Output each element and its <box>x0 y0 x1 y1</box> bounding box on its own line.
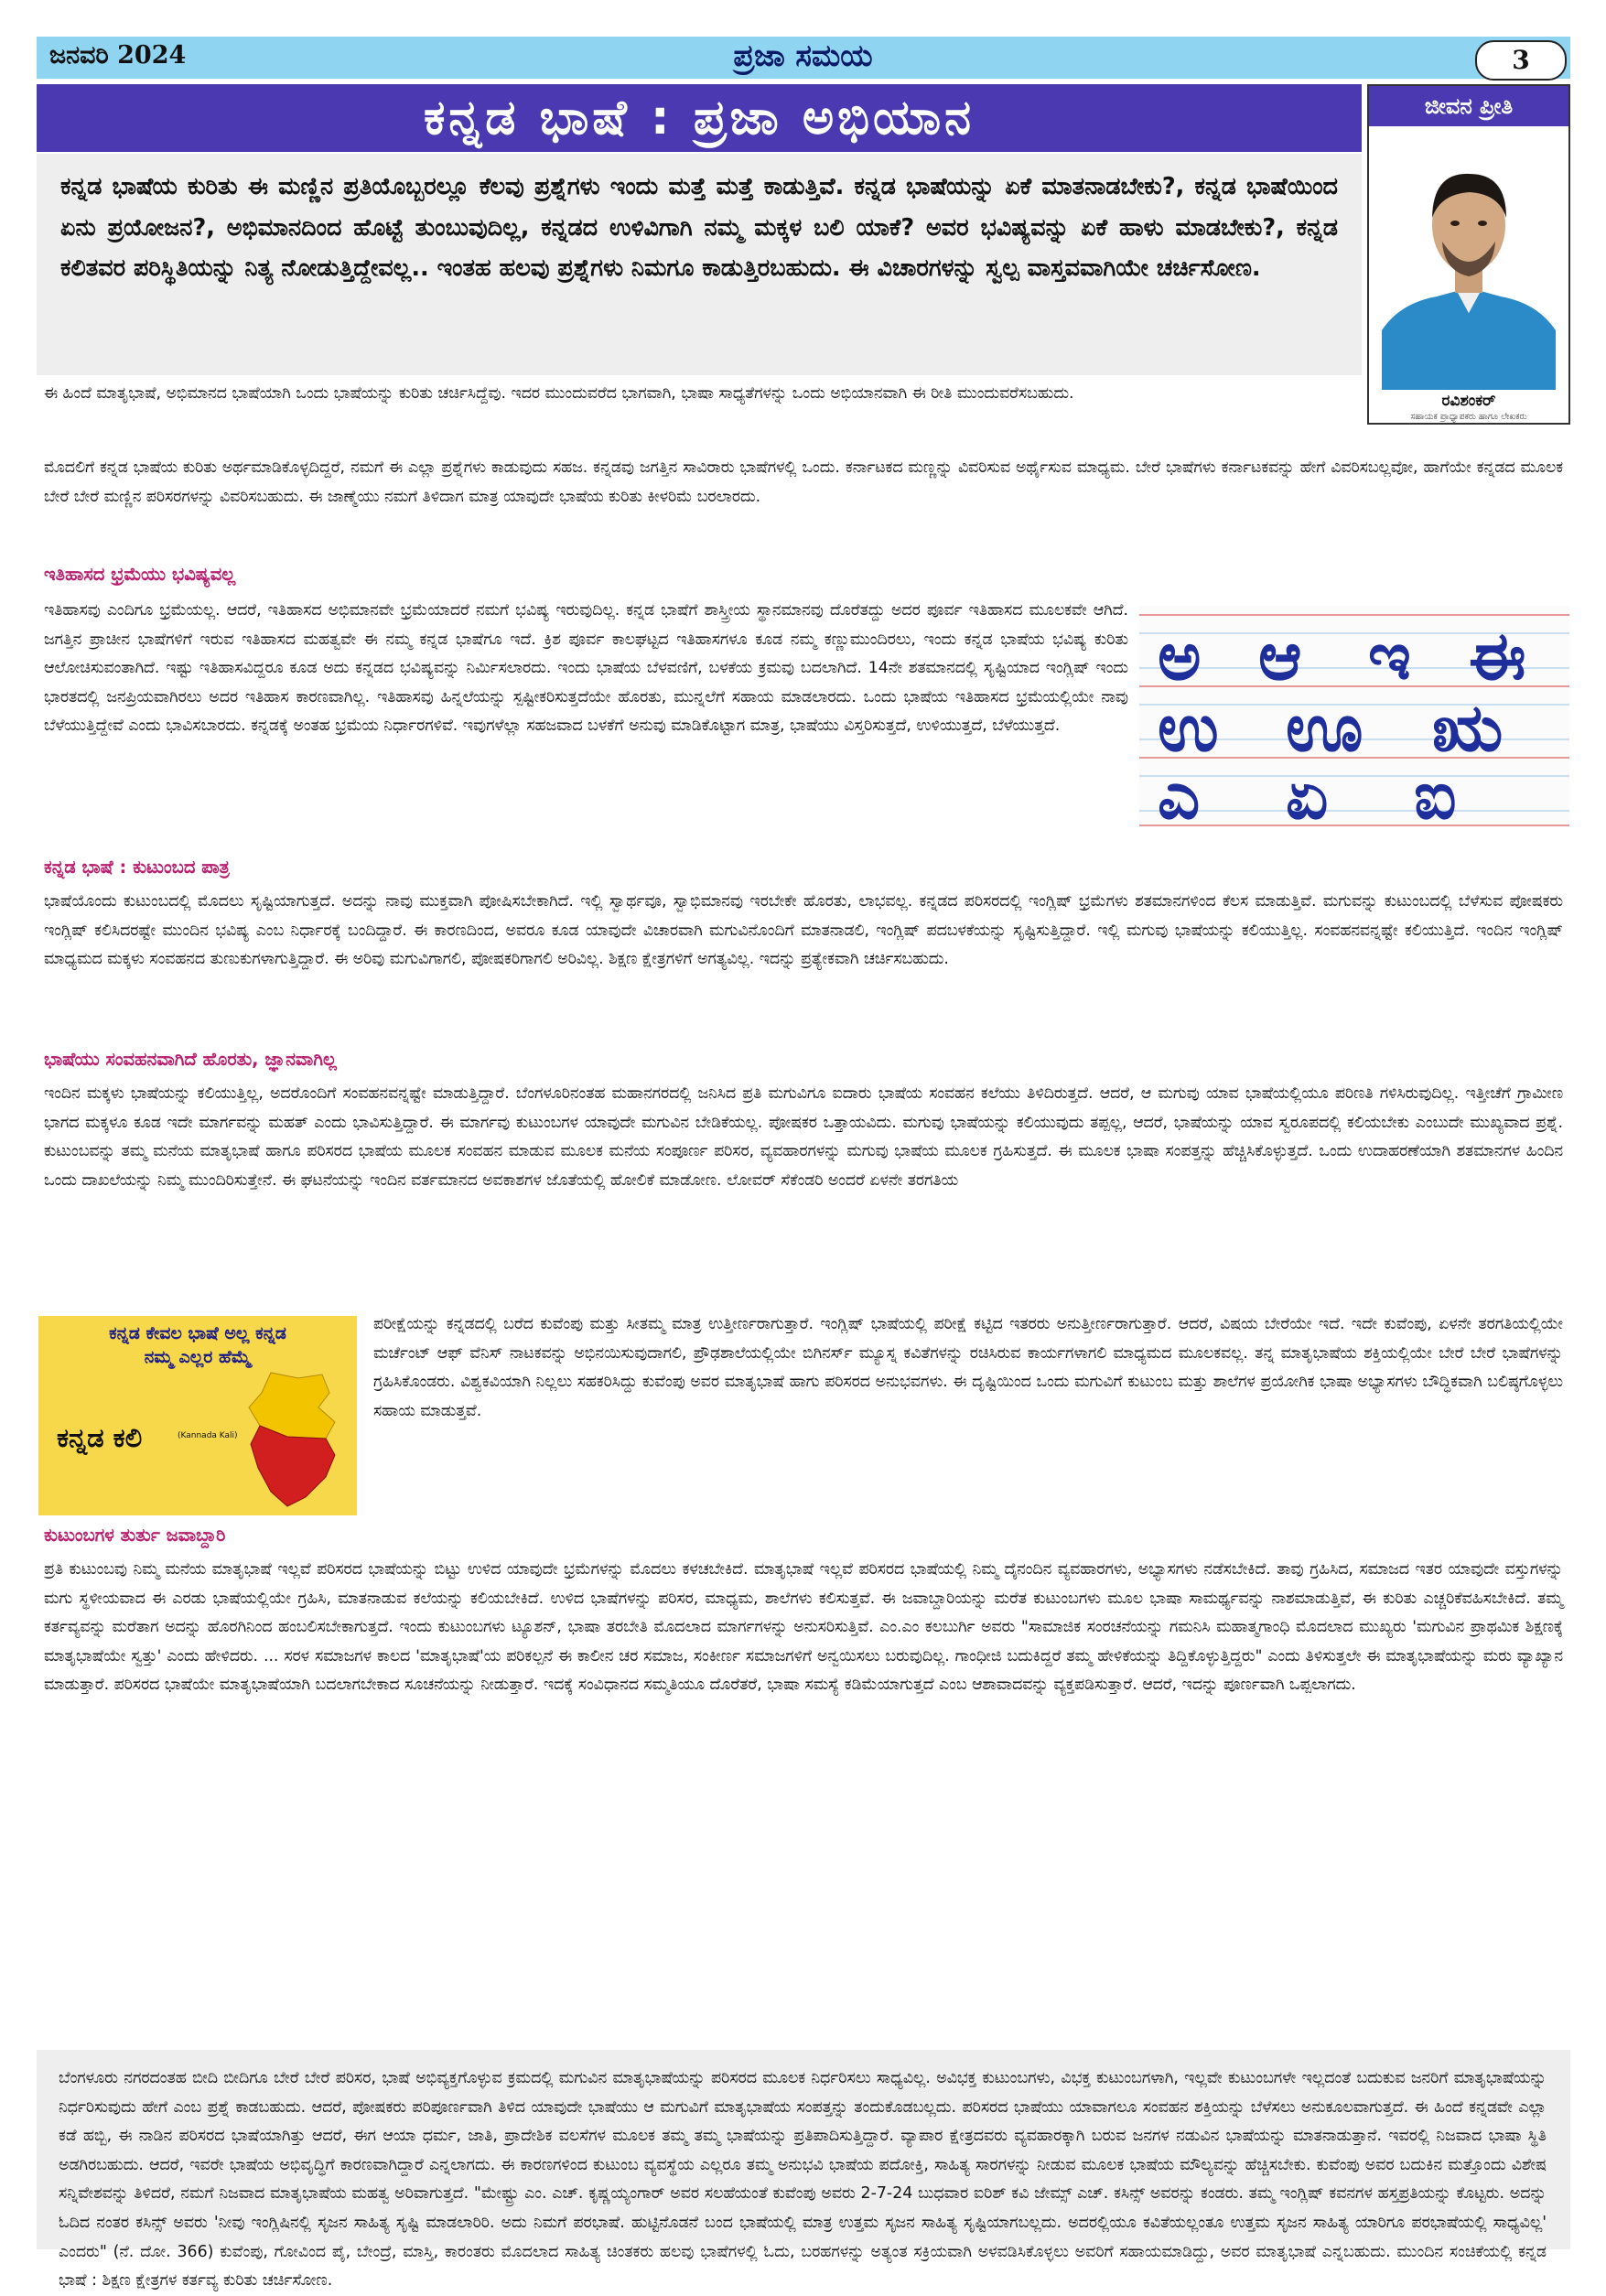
section-heading-history: ಇತಿಹಾಸದ ಭ್ರಮೆಯು ಭವಿಷ್ಯವಲ್ಲ <box>44 564 236 585</box>
kannada-kali-label-small: (Kannada Kali) <box>178 1431 238 1440</box>
alphabet-image <box>1139 606 1569 827</box>
alphabet-letter: ಉ <box>1158 689 1219 766</box>
page-number: 3 <box>1475 40 1567 81</box>
author-photo <box>1382 134 1556 390</box>
kannada-alphabet-icon <box>1139 606 1569 827</box>
section-heading-family: ಕನ್ನಡ ಭಾಷೆ : ಕುಟುಂಬದ ಪಾತ್ರ <box>44 857 230 878</box>
paragraph-5-continued: ಪರೀಕ್ಷೆಯನ್ನು ಕನ್ನಡದಲ್ಲಿ ಬರೆದ ಕುವೆಂಪು ಮತ್ತು ಸೀತಮ್ಮ ಮಾತ್ರ ಉತ್ತೀರ್ಣರಾಗುತ್ತಾರೆ. ಇಂಗ್ಲಿಷ್ ಭಾಷೆಯಲ್ಲಿ ಪರೀಕ್ಷೆ ಕಟ್ಟಿದ ಇತರರು ಅನುತ್ತೀರ್ಣರಾಗುತ್ತಾರೆ. ಆದರೆ, ವಿಷಯ ಬೇರೆಯೇ ಇದೆ. ಇದೇ ಕುವೆಂಪು, ಏಳನೇ ತರಗತಿಯಲ್ಲಿಯೇ ಮರ್ಚೆಂಟ್ ಆಫ್ ವೆನಿಸ್ ನಾಟಕವನ್ನು ಅಭಿನಯಿಸುವುದಾಗಲಿ, ಪ್ರೌಢಶಾಲೆಯಲ್ಲಿಯೇ ಬಿಗಿನರ್ಸ್ ಮ್ಯೂಸ್ನ ಕವಿತೆಗಳನ್ನು ರಚಿಸಿರುವ ಕಾರ್ಯಗಳಾಗಲಿ ಮಾಧ್ಯಮದ ಮೂಲಕವಲ್ಲ. ತನ್ನ ಮಾತೃಭಾಷೆಯ ಶಕ್ತಿಯಲ್ಲಿಯೇ ಬೇರೆ ಬೇರೆ ಭಾಷೆಗಳನ್ನು ಗ್ರಹಿಸಿಕೊಂಡರು. ವಿಶ್ವಕವಿಯಾಗಿ ನಿಲ್ಲಲು ಸಹಕರಿಸಿದ್ದು ಕುವೆಂಪು ಅವರ ಮಾತೃಭಾಷೆ ಹಾಗು ಪರಿಸರದ ಅನುಭವಗಳು. ಈ ದೃಷ್ಟಿಯಿಂದ ಒಂದು ಮಗುವಿಗೆ ಕುಟುಂಬ ಮತ್ತು ಶಾಲೆಗಳ ಪ್ರಯೋಗಿಕ ಭಾಷಾ ಅಭ್ಯಾಸಗಳು ಬೌದ್ಧಿಕವಾಗಿ ಬಲಿಷ್ಠಗೊಳ್ಳಲು ಸಹಾಯ ಮಾಡುತ್ತವೆ. <box>373 1315 1563 1420</box>
alphabet-letter: ಋ <box>1432 689 1503 766</box>
paper-name: ಪ್ರಜಾ ಸಮಯ <box>733 38 873 73</box>
section-heading-communication: ಭಾಷೆಯು ಸಂವಹನವಾಗಿದೆ ಹೊರತು, ಜ್ಞಾನವಾಗಿಲ್ಲ <box>44 1049 337 1070</box>
alphabet-letter: ಈ <box>1469 618 1526 695</box>
article-title: ಕನ್ನಡ ಭಾಷೆ : ಪ್ರಜಾ ಅಭಿಯಾನ <box>37 84 1362 152</box>
paragraph-3: ಇತಿಹಾಸವು ಎಂದಿಗೂ ಭ್ರಮೆಯಲ್ಲ. ಆದರೆ, ಇತಿಹಾಸದ ಅಭಿಮಾನವೇ ಭ್ರಮೆಯಾದರೆ ನಮಗೆ ಭವಿಷ್ಯ ಇರುವುದಿಲ್ಲ. ಕನ್ನಡ ಭಾಷೆಗೆ ಶಾಸ್ತ್ರೀಯ ಸ್ಥಾನಮಾನವು ದೊರೆತದ್ದು ಅದರ ಪೂರ್ವ ಇತಿಹಾಸದ ಮೂಲಕವೇ ಆಗಿದೆ. ಜಗತ್ತಿನ ಪ್ರಾಚೀನ ಭಾಷೆಗಳಿಗೆ ಇರುವ ಇತಿಹಾಸದ ಮಹತ್ವವೇ ಈ ನಮ್ಮ ಕನ್ನಡ ಭಾಷೆಗೂ ಇದೆ. ಕ್ರಿಶ ಪೂರ್ವ ಕಾಲಘಟ್ಟದ ಇತಿಹಾಸಗಳೂ ಕೂಡ ನಮ್ಮ ಕಣ್ಣುಮುಂದಿರಲು, ಇಂದು ಕನ್ನಡ ಭಾಷೆಯ ಭವಿಷ್ಯ ಕುರಿತು ಆಲೋಚಿಸುವಂತಾಗಿದೆ. ಇಷ್ಟು ಇತಿಹಾಸವಿದ್ದರೂ ಕೂಡ ಅದು ಕನ್ನಡದ ಭವಿಷ್ಯವನ್ನು ನಿರ್ಮಿಸಲಾರದು. ಇಂದು ಭಾಷೆಯ ಬೆಳವಣಿಗೆ, ಬಳಕೆಯ ಕ್ರಮವು ಬದಲಾಗಿದೆ. 14ನೇ ಶತಮಾನದಲ್ಲಿ ಸೃಷ್ಟಿಯಾದ ಇಂಗ್ಲಿಷ್ ಇಂದು ಭಾರತದಲ್ಲಿ ಜನಪ್ರಿಯವಾಗಿರಲು ಅದರ ಇತಿಹಾಸ ಕಾರಣವಾಗಿಲ್ಲ. ಇತಿಹಾಸವು ಹಿನ್ನಲೆಯನ್ನು ಸ್ಪಷ್ಟೀಕರಿಸುತ್ತದೆಯೇ ಹೊರತು, ಮುನ್ನಲೆಗೆ ಸಹಾಯ ಮಾಡಲಾರದು. ಒಂದು ಭಾಷೆಯ ಇತಿಹಾಸದ ಭ್ರಮೆಯಲ್ಲಿಯೇ ನಾವು ಬೆಳೆಯುತ್ತಿದ್ದೇವೆ ಎಂದು ಭಾವಿಸಬಾರದು. ಕನ್ನಡಕ್ಕೆ ಅಂತಹ ಭ್ರಮೆಯ ನಿರ್ಧಾರಗಳಿವೆ. ಇವುಗಳೆಲ್ಲಾ ಸಹಜವಾದ ಬಳಕೆಗೆ ಅನುವು ಮಾಡಿಕೊಟ್ಟಾಗ ಮಾತ್ರ, ಭಾಷೆಯು ವಿಸ್ತರಿಸುತ್ತದೆ, ಉಳಿಯುತ್ತದೆ, ಬೆಳೆಯುತ್ತದೆ. <box>44 601 1128 735</box>
alphabet-letter: ಆ <box>1258 618 1302 695</box>
closing-box: ಬೆಂಗಳೂರು ನಗರದಂತಹ ಬೀದಿ ಬೀದಿಗೂ ಬೇರೆ ಬೇರೆ ಪರಿಸರ, ಭಾಷೆ ಅಭಿವ್ಯಕ್ತಗೊಳ್ಳುವ ಕ್ರಮದಲ್ಲಿ ಮಗುವಿನ ಮಾತೃಭಾಷೆಯನ್ನು ಪರಿಸರದ ಮೂಲಕ ನಿರ್ಧರಿಸಲು ಸಾಧ್ಯವಿಲ್ಲ. ಅವಿಭಕ್ತ ಕುಟುಂಬಗಳು, ವಿಭಕ್ತ ಕುಟುಂಬಗಳಾಗಿ, ಇಲ್ಲವೇ ಕುಟುಂಬಗಳೇ ಇಲ್ಲದಂತೆ ಬದುಕುವ ಜನರಿಗೆ ಮಾತೃಭಾಷೆಯನ್ನು ನಿರ್ಧರಿಸುವುದು ಹೇಗೆ ಎಂಬ ಪ್ರಶ್ನೆ ಕಾಡಬಹುದು. ಆದರೆ, ಪೋಷಕರು ಪರಿಪೂರ್ಣವಾಗಿ ತಿಳಿದ ಯಾವುದೇ ಭಾಷೆಯು ಆ ಮಗುವಿಗೆ ಮಾತೃಭಾಷೆಯ ಸಂಪತ್ತನ್ನು ತಂದುಕೊಡಬಲ್ಲದು. ಪರಿಸರದ ಭಾಷೆಯು ಯಾವಾಗಲೂ ಸಂವಹನ ಶಕ್ತಿಯನ್ನು ಬೆಳೆಸಲು ಅನುಕೂಲವಾಗುತ್ತದೆ. ಈ ಹಿಂದೆ ಕನ್ನಡವೇ ಎಲ್ಲಾ ಕಡೆ ಹಬ್ಬಿ, ಈ ನಾಡಿನ ಪರಿಸರದ ಭಾಷೆಯಾಗಿತ್ತು ಆದರೆ, ಈಗ ಆಯಾ ಧರ್ಮ, ಜಾತಿ, ಪ್ರಾದೇಶಿಕ ವಲಸೆಗಳ ಮೂಲಕ ತಮ್ಮ ತಮ್ಮ ಭಾಷೆಯನ್ನು ಪ್ರತಿಪಾದಿಸುತ್ತಿದ್ದಾರೆ. ವ್ಯಾಪಾರ ಕ್ಷೇತ್ರದವರು ವ್ಯವಹಾರಕ್ಕಾಗಿ ಬರುವ ಜನಗಳ ನಡುವಿನ ಭಾಷೆಯನ್ನು ಮಾತನಾಡುತ್ತಾನೆ. ಇವರಲ್ಲಿ ನಿಜವಾದ ಭಾಷಾ ಸ್ಥಿತಿ ಅಡಗಿರಬಹುದು. ಆದರೆ, ಇವರೇ ಭಾಷೆಯ ಅಭಿವೃದ್ಧಿಗೆ ಕಾರಣವಾಗಿದ್ದಾರೆ ಎನ್ನಲಾಗದು. ಈ ಕಾರಣಗಳಿಂದ ಕುಟುಂಬ ವ್ಯವಸ್ಥೆಯ ಎಲ್ಲರೂ ತಮ್ಮ ಅನುಭವಿ ಭಾಷೆಯ ಪದೋಕ್ತಿ, ಸಾಹಿತ್ಯ ಸಾರಗಳನ್ನು ನೀಡುವ ಮೂಲಕ ಭಾಷೆಯ ಮೌಲ್ಯವನ್ನು ಹೆಚ್ಚಿಸಬೇಕು. ಕುವೆಂಪು ಅವರ ಬದುಕಿನ ಮತ್ತೊಂದು ವಿಶೇಷ ಸನ್ನಿವೇಶವನ್ನು ತಿಳಿದರೆ, ನಮಗೆ ನಿಜವಾದ ಮಾತೃಭಾಷೆಯ ಮಹತ್ವ ಅರಿವಾಗುತ್ತದೆ. "ಮೇಷ್ಟ್ರು ಎಂ. ಎಚ್. ಕೃಷ್ಣಯ್ಯಂಗಾರ್ ಅವರ ಸಲಹೆಯಂತೆ ಕುವೆಂಪು ಅವರು 2-7-24 ಬುಧವಾರ ಐರಿಶ್ ಕವಿ ಜೇಮ್ಸ್ ಎಚ್. ಕಸಿನ್ಸ್ ಅವರನ್ನು ಕಂಡರು. ತಮ್ಮ ಇಂಗ್ಲಿಷ್ ಕವನಗಳ ಹಸ್ತಪ್ರತಿಯನ್ನು ಕೊಟ್ಟರು. ಅದನ್ನು ಓದಿದ ನಂತರ ಕಸಿನ್ಸ್ ಅವರು 'ನೀವು ಇಂಗ್ಲಿಷಿನಲ್ಲಿ ಸೃಜನ ಸಾಹಿತ್ಯ ಸೃಷ್ಟಿ ಮಾಡಲಾರಿರಿ. ಅದು ನಿಮಗೆ ಪರಭಾಷೆ. ಹುಟ್ಟಿನೊಡನೆ ಬಂದ ಭಾಷೆಯಲ್ಲಿ ಮಾತ್ರ ಉತ್ತಮ ಸೃಜನ ಸಾಹಿತ್ಯ ಸೃಷ್ಟಿಯಾಗಬಲ್ಲದು. ಅದರಲ್ಲಿಯೂ ಕವಿತೆಯಲ್ಲಂತೂ ಉತ್ತಮ ಸೃಜನ ಸಾಹಿತ್ಯ ಯಾರಿಗೂ ಪರಭಾಷೆಯಲ್ಲಿ ಸಾಧ್ಯವಿಲ್ಲ' ಎಂದರು" (ನೆ. ದೋ. 366) ಕುವೆಂಪು, ಗೋವಿಂದ ಪೈ, ಬೇಂದ್ರೆ, ಮಾಸ್ತಿ, ಕಾರಂತರು ಮೊದಲಾದ ಸಾಹಿತ್ಯ ಚಿಂತಕರು ಹಲವು ಭಾಷೆಗಳಲ್ಲಿ ಓದು, ಬರಹಗಳನ್ನು ಅತ್ಯಂತ ಸಕ್ರಿಯವಾಗಿ ಅಳವಡಿಸಿಕೊಳ್ಳಲು ಅವರಿಗೆ ಸಹಾಯಮಾಡಿದ್ದು, ಅವರ ಮಾತೃಭಾಷೆ ಎನ್ನಬಹುದು. ಮುಂದಿನ ಸಂಚಿಕೆಯಲ್ಲಿ ಕನ್ನಡ ಭಾಷೆ : ಶಿಕ್ಷಣ ಕ್ಷೇತ್ರಗಳ ಕರ್ತವ್ಯ ಕುರಿತು ಚರ್ಚಿಸೋಣ. <box>37 2050 1570 2249</box>
paragraph-6: ಪ್ರತಿ ಕುಟುಂಬವು ನಿಮ್ಮ ಮನೆಯ ಮಾತೃಭಾಷೆ ಇಲ್ಲವೆ ಪರಿಸರದ ಭಾಷೆಯನ್ನು ಬಿಟ್ಟು ಉಳಿದ ಯಾವುದೇ ಭ್ರಮೆಗಳನ್ನು ಮೊದಲು ಕಳಚಬೇಕಿದೆ. ಮಾತೃಭಾಷೆ ಇಲ್ಲವೆ ಪರಿಸರದ ಭಾಷೆಯಲ್ಲಿ ನಿಮ್ಮ ದೈನಂದಿನ ವ್ಯವಹಾರಗಳು, ಅಭ್ಯಾಸಗಳು ನಡೆಸಬೇಕಿದೆ. ತಾವು ಗ್ರಹಿಸಿದ, ಸಮಾಜದ ಇತರ ಯಾವುದೇ ವಸ್ತುಗಳನ್ನು ಮಗು ಸ್ಥಳೀಯವಾದ ಈ ಎರಡು ಭಾಷೆಯಲ್ಲಿಯೇ ಗ್ರಹಿಸಿ, ಮಾತನಾಡುವ ಕಲೆಯನ್ನು ಕಲಿಯಬೇಕಿದೆ. ಉಳಿದ ಭಾಷೆಗಳನ್ನು ಪರಿಸರ, ಮಾಧ್ಯಮ, ಶಾಲೆಗಳು ಕಲಿಸುತ್ತವೆ. ಈ ಜವಾಬ್ದಾರಿಯನ್ನು ಮರೆತ ಕುಟುಂಬಗಳು ಮೂಲ ಭಾಷಾ ಸಾಮರ್ಥ್ಯವನ್ನು ನಾಶಮಾಡುತ್ತಿವೆ, ಈ ಕುರಿತು ಎಚ್ಚರಿಕೆವಹಿಸಬೇಕಿದೆ. ತಮ್ಮ ಕರ್ತವ್ಯವನ್ನು ಮರೆತಾಗ ಅದನ್ನು ಹೊರಗಿನಿಂದ ಹಂಬಲಿಸಬೇಕಾಗುತ್ತದೆ. ಇಂದು ಕುಟುಂಬಗಳು ಟ್ಯೂಶನ್, ಭಾಷಾ ತರಬೇತಿ ಮೊದಲಾದ ಮಾರ್ಗಗಳನ್ನು ಅನುಸರಿಸುತ್ತಿವೆ. ಎಂ.ಎಂ ಕಲಬುರ್ಗಿ ಅವರು "ಸಾಮಾಜಿಕ ಸಂರಚನೆಯನ್ನು ಗಮನಿಸಿ ಮಹಾತ್ಮಗಾಂಧಿ ಮೊದಲಾದ ಮುಖ್ಯರು 'ಮಗುವಿನ ಪ್ರಾಥಮಿಕ ಶಿಕ್ಷಣಕ್ಕೆ ಮಾತೃಭಾಷೆಯೇ ಸ್ವತ್ತು' ಎಂದು ಹೇಳಿದರು. ... ಸರಳ ಸಮಾಜಗಳ ಕಾಲದ 'ಮಾತೃಭಾಷೆ'ಯ ಪರಿಕಲ್ಪನೆ ಈ ಕಾಲೀನ ಚರ ಸಮಾಜ, ಸಂಕೀರ್ಣ ಸಮಾಜಗಳಿಗೆ ಅನ್ವಯಿಸಲು ಬರುವುದಿಲ್ಲ. ಗಾಂಧೀಜಿ ಬದುಕಿದ್ದರೆ ತಮ್ಮ ಹೇಳಿಕೆಯನ್ನು ತಿದ್ದಿಕೊಳ್ಳುತ್ತಿದ್ದರು" ಎಂದು ತಿಳಿಸುತ್ತಲೇ ಈ ಮಾತೃಭಾಷೆಯನ್ನು ಮರು ವ್ಯಾಖ್ಯಾನ ಮಾಡುತ್ತಾರೆ. ಪರಿಸರದ ಭಾಷೆಯೇ ಮಾತೃಭಾಷೆಯಾಗಿ ಬದಲಾಗಬೇಕಾದ ಸೂಚನೆಯನ್ನು ನೀಡುತ್ತಾರೆ. ಇದಕ್ಕೆ ಸಂವಿಧಾನದ ಸಮ್ಮತಿಯೂ ದೊರೆತರೆ, ಭಾಷಾ ಸಮಸ್ಯೆ ಕಡಿಮೆಯಾಗುತ್ತದೆ ಎಂಬ ಆಶಾವಾದವನ್ನು ವ್ಯಕ್ತಪಡಿಸುತ್ತಾರೆ. ಆದರೆ, ಇದನ್ನು ಪೂರ್ಣವಾಗಿ ಒಪ್ಪಲಾಗದು. <box>44 1560 1563 1694</box>
alphabet-letter: ಐ <box>1414 757 1457 827</box>
alphabet-letter: ಎ <box>1158 757 1201 827</box>
person-icon <box>1382 134 1556 390</box>
alphabet-letter: ಇ <box>1368 618 1411 695</box>
author-box <box>1367 84 1570 425</box>
slogan-line-1: ಕನ್ನಡ ಕೇವಲ ಭಾಷೆ ಅಲ್ಲ ಕನ್ನಡ <box>109 1323 286 1343</box>
paragraph-1: ಈ ಹಿಂದೆ ಮಾತೃಭಾಷೆ, ಅಭಿಮಾನದ ಭಾಷೆಯಾಗಿ ಒಂದು ಭಾಷೆಯನ್ನು ಕುರಿತು ಚರ್ಚಿಸಿದ್ದೆವು. ಇದರ ಮುಂದುವರೆದ ಭಾಗವಾಗಿ, ಭಾಷಾ ಸಾಧ್ಯತೆಗಳನ್ನು ಒಂದು ಅಭಿಯಾನವಾಗಿ ಈ ರೀತಿ ಮುಂದುವರೆಸಬಹುದು. <box>44 384 1074 403</box>
kannada-kali-box <box>38 1316 357 1515</box>
article-intro: ಕನ್ನಡ ಭಾಷೆಯ ಕುರಿತು ಈ ಮಣ್ಣಿನ ಪ್ರತಿಯೊಬ್ಬರಲ್ಲೂ ಕೆಲವು ಪ್ರಶ್ನೆಗಳು ಇಂದು ಮತ್ತೆ ಮತ್ತೆ ಕಾಡುತ್ತಿವೆ. ಕನ್ನಡ ಭಾಷೆಯನ್ನು ಏಕೆ ಮಾತನಾಡಬೇಕು?, ಕನ್ನಡ ಭಾಷೆಯಿಂದ ಏನು ಪ್ರಯೋಜನ?, ಅಭಿಮಾನದಿಂದ ಹೊಟ್ಟೆ ತುಂಬುವುದಿಲ್ಲ, ಕನ್ನಡದ ಉಳಿವಿಗಾಗಿ ನಮ್ಮ ಮಕ್ಕಳ ಬಲಿ ಯಾಕೆ? ಅವರ ಭವಿಷ್ಯವನ್ನು ಏಕೆ ಹಾಳು ಮಾಡಬೇಕು?, ಕನ್ನಡ ಕಲಿತವರ ಪರಿಸ್ಥಿತಿಯನ್ನು ನಿತ್ಯ ನೋಡುತ್ತಿದ್ದೇವಲ್ಲ.. ಇಂತಹ ಹಲವು ಪ್ರಶ್ನೆಗಳು ನಿಮಗೂ ಕಾಡುತ್ತಿರಬಹುದು. ಈ ವಿಚಾರಗಳನ್ನು ಸ್ವಲ್ಪ ವಾಸ್ತವವಾಗಿಯೇ ಚರ್ಚಿಸೋಣ. <box>37 154 1362 375</box>
author-role: ಸಹಾಯಕ ಪ್ರಾಧ್ಯಾಪಕರು ಹಾಗೂ ಲೇಖಕರು <box>1410 412 1527 422</box>
alphabet-letter: ಅ <box>1158 618 1202 695</box>
alphabet-letter: ಏ <box>1286 757 1329 827</box>
author-name: ರವಿಶಂಕರ್ <box>1441 392 1496 410</box>
section-heading-responsibility: ಕುಟುಂಬಗಳ ತುರ್ತು ಜವಾಬ್ದಾರಿ <box>44 1525 226 1546</box>
slogan-line-2: ನಮ್ಮ ಎಲ್ಲರ ಹೆಮ್ಮೆ <box>144 1347 252 1367</box>
alphabet-letter: ಊ <box>1286 689 1363 766</box>
kannada-kali-label: ಕನ್ನಡ ಕಲಿ <box>57 1422 143 1453</box>
column-tag: ಜೀವನ ಪ್ರೀತಿ <box>1369 86 1568 126</box>
paragraph-5: ಇಂದಿನ ಮಕ್ಕಳು ಭಾಷೆಯನ್ನು ಕಲಿಯುತ್ತಿಲ್ಲ, ಅದರೊಂದಿಗೆ ಸಂವಹನವನ್ನಷ್ಟೇ ಮಾಡುತ್ತಿದ್ದಾರೆ. ಬೆಂಗಳೂರಿನಂತಹ ಮಹಾನಗರದಲ್ಲಿ ಜನಿಸಿದ ಪ್ರತಿ ಮಗುವಿಗೂ ಐದಾರು ಭಾಷೆಯ ಸಂವಹನ ಕಲೆಯು ತಿಳಿದಿರುತ್ತದೆ. ಆದರೆ, ಆ ಮಗುವು ಯಾವ ಭಾಷೆಯಲ್ಲಿಯೂ ಪರಿಣತಿ ಗಳಿಸಿರುವುದಿಲ್ಲ. ಇತ್ತೀಚೆಗೆ ಗ್ರಾಮೀಣ ಭಾಗದ ಮಕ್ಕಳೂ ಕೂಡ ಇದೇ ಮಾರ್ಗವನ್ನು ಮಹತ್ ಎಂದು ಭಾವಿಸುತ್ತಿದ್ದಾರೆ. ಈ ಮಾರ್ಗವು ಕುಟುಂಬಗಳ ಯಾವುದೇ ಮಗುವಿನ ಬೇಡಿಕೆಯಲ್ಲ. ಪೋಷಕರ ಒತ್ತಾಯವಿದು. ಮಗುವು ಭಾಷೆಯನ್ನು ಕಲಿಯುವುದು ತಪ್ಪಲ್ಲ, ಆದರೆ, ಭಾಷೆಯನ್ನು ಯಾವ ಸ್ವರೂಪದಲ್ಲಿ ಕಲಿಯಬೇಕು ಎಂಬುದೇ ಮುಖ್ಯವಾದ ಪ್ರಶ್ನೆ. ಕುಟುಂಬವನ್ನು ತಮ್ಮ ಮನೆಯ ಮಾತೃಭಾಷೆ ಹಾಗೂ ಪರಿಸರದ ಭಾಷೆಯ ಮೂಲಕ ಸಂವಹನ ಮಾಡುವ ಮೂಲಕ ಮನೆಯ ಸಂಪೂರ್ಣ ಪರಿಸರ, ವ್ಯವಹಾರಗಳನ್ನು ಮಗುವು ಭಾಷೆಯ ಮೂಲಕ ಗ್ರಹಿಸುತ್ತದೆ. ಈ ಮೂಲಕ ಭಾಷಾ ಸಂಪತ್ತನ್ನು ಹೆಚ್ಚಿಸಿಕೊಳ್ಳುತ್ತದೆ. ಒಂದು ಉದಾಹರಣೆಯಾಗಿ ಶತಮಾನಗಳ ಹಿಂದಿನ ಒಂದು ದಾಖಲೆಯನ್ನು ನಿಮ್ಮ ಮುಂದಿರಿಸುತ್ತೇನೆ. ಈ ಘಟನೆಯನ್ನು ಇಂದಿನ ವರ್ತಮಾನದ ಅವಕಾಶಗಳ ಜೊತೆಯಲ್ಲಿ ಹೋಲಿಕೆ ಮಾಡೋಣ. ಲೋವರ್ ಸೆಕೆಂಡರಿ ಅಂದರೆ ಏಳನೇ ತರಗತಿಯ <box>44 1084 1563 1190</box>
paragraph-2: ಮೊದಲಿಗೆ ಕನ್ನಡ ಭಾಷೆಯ ಕುರಿತು ಅರ್ಥಮಾಡಿಕೊಳ್ಳದಿದ್ದರೆ, ನಮಗೆ ಈ ಎಲ್ಲಾ ಪ್ರಶ್ನೆಗಳು ಕಾಡುವುದು ಸಹಜ. ಕನ್ನಡವು ಜಗತ್ತಿನ ಸಾವಿರಾರು ಭಾಷೆಗಳಲ್ಲಿ ಒಂದು. ಕರ್ನಾಟಕದ ಮಣ್ಣನ್ನು ವಿವರಿಸುವ ಅರ್ಥೈಸುವ ಮಾಧ್ಯಮ. ಬೇರೆ ಭಾಷೆಗಳು ಕರ್ನಾಟಕವನ್ನು ಹೇಗೆ ವಿವರಿಸಬಲ್ಲವೋ, ಹಾಗೆಯೇ ಕನ್ನಡದ ಮೂಲಕ ಬೇರೆ ಬೇರೆ ಮಣ್ಣಿನ ಪರಿಸರಗಳನ್ನು ವಿವರಿಸಬಹುದು. ಈ ಜಾಣ್ಮೆಯು ನಮಗೆ ತಿಳಿದಾಗ ಮಾತ್ರ ಯಾವುದೇ ಭಾಷೆಯ ಕುರಿತು ಕೀಳರಿಮೆ ಬರಲಾರದು. <box>44 458 1563 506</box>
paragraph-4: ಭಾಷೆಯೊಂದು ಕುಟುಂಬದಲ್ಲಿ ಮೊದಲು ಸೃಷ್ಟಿಯಾಗುತ್ತದೆ. ಅದನ್ನು ನಾವು ಮುಕ್ತವಾಗಿ ಪೋಷಿಸಬೇಕಾಗಿದೆ. ಇಲ್ಲಿ ಸ್ವಾರ್ಥವೂ, ಸ್ವಾಭಿಮಾನವು ಇರಬೇಕೇ ಹೊರತು, ಲಾಭವಲ್ಲ. ಕನ್ನಡದ ಪರಿಸರದಲ್ಲಿ ಇಂಗ್ಲಿಷ್ ಭ್ರಮೆಗಳು ಶತಮಾನಗಳಿಂದ ಕೆಲಸ ಮಾಡುತ್ತಿವೆ. ಮಗುವನ್ನು ಕುಟುಂಬದಲ್ಲಿ ಬೆಳೆಸುವ ಪೋಷಕರು ಇಂಗ್ಲಿಷ್ ಕಲಿಸಿದರಷ್ಟೇ ಮುಂದಿನ ಭವಿಷ್ಯ ಎಂಬ ನಿರ್ಧಾರಕ್ಕೆ ಬಂದಿದ್ದಾರೆ. ಈ ಕಾರಣದಿಂದ, ಅವರೂ ಕೂಡ ಯಾವುದೇ ವಿಚಾರವಾಗಿ ಮಗುವಿನೊಂದಿಗೆ ಮಾತನಾಡಲಿ, ಇಂಗ್ಲಿಷ್ ಪದಬಳಕೆಯನ್ನು ಸೃಷ್ಟಿಸುತ್ತಿದ್ದಾರೆ. ಇಲ್ಲಿ ಮಗುವು ಭಾಷೆಯನ್ನು ಕಲಿಯುತ್ತಿಲ್ಲ. ಸಂವಹನವನ್ನಷ್ಟೇ ಕಲಿಯುತ್ತಿದೆ. ಇಂದಿನ ಇಂಗ್ಲಿಷ್ ಮಾಧ್ಯಮದ ಮಕ್ಕಳು ಸಂವಹನದ ತುಣುಕುಗಳಾಗುತ್ತಿದ್ದಾರೆ. ಈ ಅರಿವು ಮಗುವಿಗಾಗಲಿ, ಪೋಷಕರಿಗಾಗಲಿ ಅರಿವಿಲ್ಲ. ಶಿಕ್ಷಣ ಕ್ಷೇತ್ರಗಳಿಗೆ ಅಗತ್ಯವಿಲ್ಲ. ಇದನ್ನು ಪ್ರತ್ಯೇಕವಾಗಿ ಚರ್ಚಿಸಬಹುದು. <box>44 892 1563 968</box>
karnataka-map-icon <box>234 1371 348 1508</box>
issue-date: ಜನವರಿ 2024 <box>49 41 187 70</box>
